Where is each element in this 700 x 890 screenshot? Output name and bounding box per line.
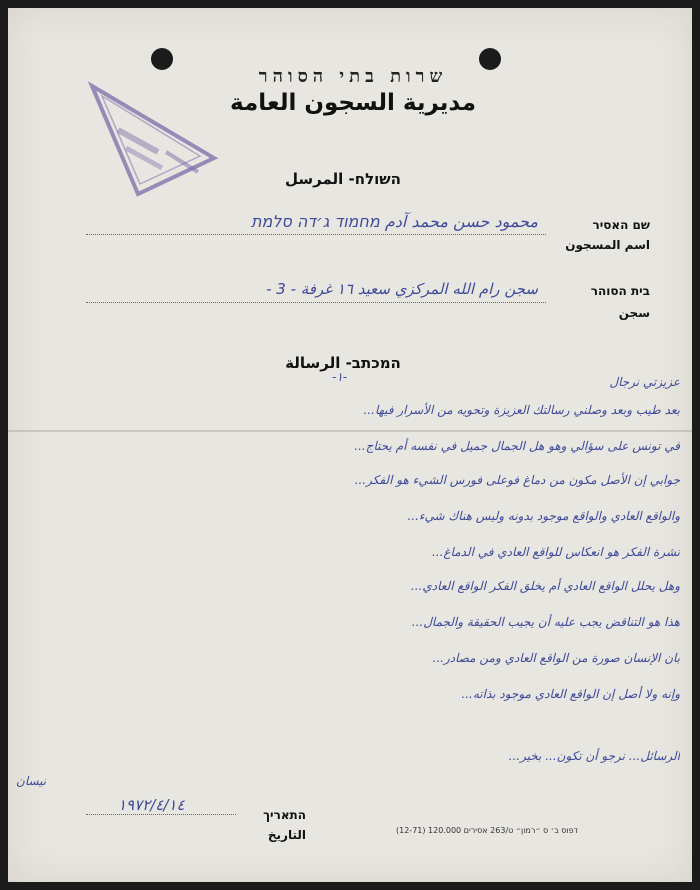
letter-line: بعد طيب وبعد وصلني رسالتك العزيزة وتحويه من الأسرار فيها... bbox=[363, 403, 680, 417]
prisoner-label-arabic: اسم المسجون bbox=[565, 238, 650, 252]
letter-line: في تونس على سؤالي وهو هل الجمال جميل في نفسه أم يحتاج... bbox=[354, 439, 680, 453]
date-label-arabic: التاريخ bbox=[267, 828, 306, 842]
letter-line: وإنه ولا أصل إن الواقع العادي موجود بذاته... bbox=[461, 687, 680, 701]
censor-stamp bbox=[88, 80, 228, 200]
prison-label-hebrew: בית הסוהר bbox=[590, 284, 650, 298]
prison-value: سجن رام الله المركزي سعيد ١٦ غرفة - 3 - bbox=[266, 280, 538, 298]
header-hebrew: שרות בתי הסוהר bbox=[258, 66, 448, 87]
punch-hole-left bbox=[151, 48, 173, 70]
letter-line: بان الإنسان صورة من الواقع العادي ومن مصادر... bbox=[432, 651, 680, 665]
letter-title: המכתב- الرسالة bbox=[285, 354, 401, 372]
letter-line: وهل يحلل الواقع العادي أم يخلق الفكر الواقع العادي... bbox=[410, 579, 680, 593]
header-arabic: مديرية السجون العامة bbox=[230, 90, 476, 116]
letter-line: نيسان bbox=[16, 774, 47, 788]
paper-fold bbox=[8, 430, 692, 432]
letter-line: هذا هو التناقض يجب عليه أن يجيب الحقيقة والجمال... bbox=[411, 615, 680, 629]
prisoner-label-hebrew: שם האסיר bbox=[592, 218, 650, 232]
letter-form bbox=[8, 8, 692, 882]
letter-line: عزيزتي نرجال bbox=[609, 375, 680, 389]
letter-line: والواقع العادي والواقع موجود بدونه وليس هناك شيء... bbox=[407, 509, 680, 523]
letter-line: الرسائل... نرجو أن تكون... بخير... bbox=[508, 749, 680, 763]
letter-line: جوابي إن الأصل مكون من دماغ فوعلى فورس الشيء هو الفكر... bbox=[354, 473, 680, 487]
date-label-hebrew: התאריך bbox=[263, 808, 306, 822]
prison-label-arabic: سجن bbox=[618, 306, 650, 320]
sender-title: השולח- المرسل bbox=[285, 170, 401, 188]
prison-line bbox=[86, 302, 546, 303]
date-value: ١٩٧٢/٤/١٤ bbox=[118, 796, 185, 814]
printer-line: דפוס ב׳ ס ״רמון״ ט/263 אסירים 120.000 (12-71) bbox=[396, 826, 579, 835]
prisoner-name-line bbox=[86, 234, 546, 235]
date-line bbox=[86, 814, 236, 815]
letter-number: -١- bbox=[332, 370, 348, 384]
prisoner-name-value: محمود حسن محمد آدم מחמוד ג׳דה סלמת bbox=[251, 212, 538, 231]
letter-line: نشرة الفكر هو انعكاس للواقع العادي في الدماغ... bbox=[431, 545, 680, 559]
